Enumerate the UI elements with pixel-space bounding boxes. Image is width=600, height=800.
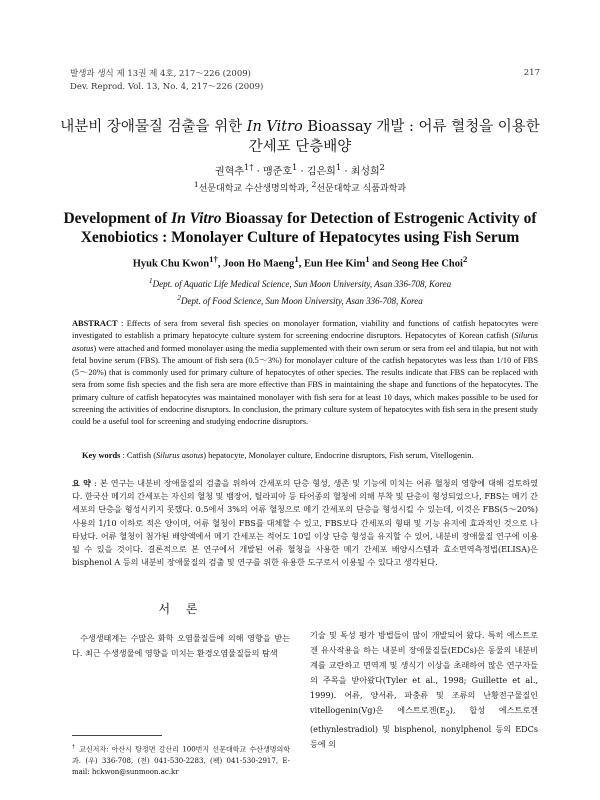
- affiliation-1: $^1$Dept. of Aquatic Life Medical Science, Sun Moon University, Asan 336-708, Korea: [148, 276, 452, 289]
- author-name: Joon Ho Maeng: [223, 258, 295, 270]
- author-name: 권혁추: [215, 166, 244, 178]
- english-title-line2: Xenobiotics : Monolayer Culture of Hepatocytes using Fish Serum: [80, 229, 520, 246]
- running-head-korean: 발생과 생식 제 13권 제 4호, 217～226 (2009): [70, 69, 251, 79]
- summary-label: 요 약: [72, 478, 91, 488]
- affiliation-2: $^2$Dept. of Food Science, Sun Moon University, Asan 336-708, Korea: [177, 293, 423, 306]
- author-name: Hyuk Chu Kwon: [132, 258, 210, 270]
- author-name: 김은희: [306, 166, 336, 178]
- introduction-text-left: 수생생태계는 수많은 화학 오염물질들에 의해 영향을 받는다. 최근 수생생물에 영향을 미치는 환경오염물질들의 탐색: [72, 633, 290, 658]
- korean-authors: 권혁추$^{1\dagger}$ · 맹준호$^1$ · 김은희$^1$ · 최성희$^2$: [215, 162, 385, 178]
- author-name: Eun Hee Kim: [303, 258, 366, 270]
- species-name: Silurus asotus: [155, 451, 204, 460]
- author-name: Seong Hee Choi: [391, 258, 463, 270]
- introduction-text-right: 기술 및 독성 평가 방법들이 많이 개발되어 왔다. 특히 에스트로겐 유사작용을 하는 내분비 장애물질들(EDCs)은 동물의 내분비계를 교란하고 면역계 및 생식기 이상을 초래하여 많은 연구자들의 주목을 받아왔다(Tyler et al., 1998; Guillette et al., 1999). 어류, 양서류, 파충류 및 조류의 난황전구물질인 vitellogenin(Vg)은 에스트로겐$(E_2)$, 합성 에스트로겐(ethynlestradiol) 및 bisphenol, nonylphenol 등의 EDCs 등에 의: [310, 630, 538, 749]
- keywords: Key words : Catfish (Silurus asotus) hepatocyte, Monolayer culture, Endocrine disruptors, Fish serum, Vitellogenin.: [82, 451, 474, 460]
- korean-summary: 요 약 : 본 연구는 내분비 장애물질의 검출을 위하여 간세포의 단층 형성, 생존 및 기능에 미치는 어류 혈청의 영향에 대해 검토하였다. 한국산 메기의 간세포는 자신의 혈청 및 뱀장어, 틸라피아 등 타어종의 혈청에 의해 부착 및 단층이 형성되었으나, FBS는 메기 간세포의 단층을 형성시키지 못했다. 0.5에서 3%의 어류 혈청으로 메기 간세포의 단층을 형성시킬 수 있는데, 이것은 FBS(5～20%) 사용의 1/10 이하로 적은 양이며, 어류 혈청이 FBS를 대체할 수 있고, FBS보다 간세포의 형태 및 기능 유지에 효과적인 것으로 나타났다. 어류 혈청이 첨가된 배양액에서 메기 간세포는 적어도 10일 이상 단층 형성을 유지할 수 있어, 내분비 장애물질 연구에 이용될 수 있을 것이다. 결론적으로 본 연구에서 개발된 어류 혈청을 사용한 메기 간세포 배양시스템과 효소면역측정법(ELISA)은 bisphenol A 등의 내분비 장애물질의 검출 및 연구를 위한 유용한 도구로서 이용될 수 있다고 생각된다.: [72, 478, 538, 568]
- english-authors: Hyuk Chu Kwon$^{1\dagger}$, Joon Ho Maeng$^1$, Eun Hee Kim$^1$ and Seong Hee Choi$^2$: [132, 254, 468, 270]
- author-name: 최성희: [350, 166, 380, 178]
- page-number: 217: [523, 68, 540, 78]
- korean-title-line2: 간세포 단층배양: [248, 139, 352, 155]
- abstract: ABSTRACT : Effects of sera from several fish species on monolayer formation, viability and functions of catfish hepatocytes were investigated to establish a primary hepatocyte culture system for screening endocrine disruptors. Hepatocytes of Korean catfish (Silurus asotus) were attached and formed monolayer using the media supplemented with their own serum or sera from eel and tilapia, but not with fetal bovine serum (FBS). The amount of fish sera (0.5～3%) for monolayer culture of the catfish hepatocytes was less than 1/10 of FBS (5～20%) that is commonly used for primary culture of hepatocytes of other species. The results indicate that FBS can be replaced with sera from some fish species and the fish sera are more effective than FBS in maintaining the shape and functions of the hepatocytes. The primary culture of catfish hepatocytes was maintained monolayer with fish sera for at least 10 days, which makes possible to be used for screening the activities of endocrine disruptors. In conclusion, the primary culture system of hepatocytes with fish sera in the present study could be a useful tool for screening and studying endocrine disruptors.: [72, 319, 538, 427]
- species-name: Silurus asotus: [72, 331, 538, 353]
- footnote-divider: [72, 735, 162, 736]
- author-name: 맹준호: [263, 166, 292, 178]
- keywords-label: Key words: [82, 451, 121, 460]
- left-column: [72, 600, 290, 661]
- korean-title: 내분비 장애물질 검출을 위한 In Vitro Bioassay 개발 : 어류 혈청을 이용한 간세포 단층배양: [60, 119, 540, 155]
- running-head-english: Dev. Reprod. Vol. 13, No. 4, 217～226 (2009): [70, 82, 264, 92]
- section-heading-introduction: 서 론: [158, 602, 204, 616]
- english-title: Development of In Vitro Bioassay for Detection of Estrogenic Activity of Xenobiotics : Monolayer Culture of Hepatocytes using Fish Serum: [63, 210, 537, 246]
- english-affiliations: [0, 274, 600, 308]
- english-title-italic: In Vitro: [171, 210, 222, 227]
- korean-affiliations: $^1$선문대학교 수산생명의학과, $^2$선문대학교 식품과학과: [193, 180, 407, 194]
- abstract-label: ABSTRACT: [72, 319, 118, 328]
- korean-title-italic: In Vitro: [246, 119, 303, 135]
- running-head: [70, 68, 263, 94]
- corresponding-author-footnote: † 교신저자: 아산시 탕정면 갈산리 100번지 선문대학교 수산생명의학과. (우) 336-708, (전) 041-530-2283, (팩) 041-530-2917, E-mail: hckwon@sunmoon.ac.kr: [72, 744, 291, 777]
